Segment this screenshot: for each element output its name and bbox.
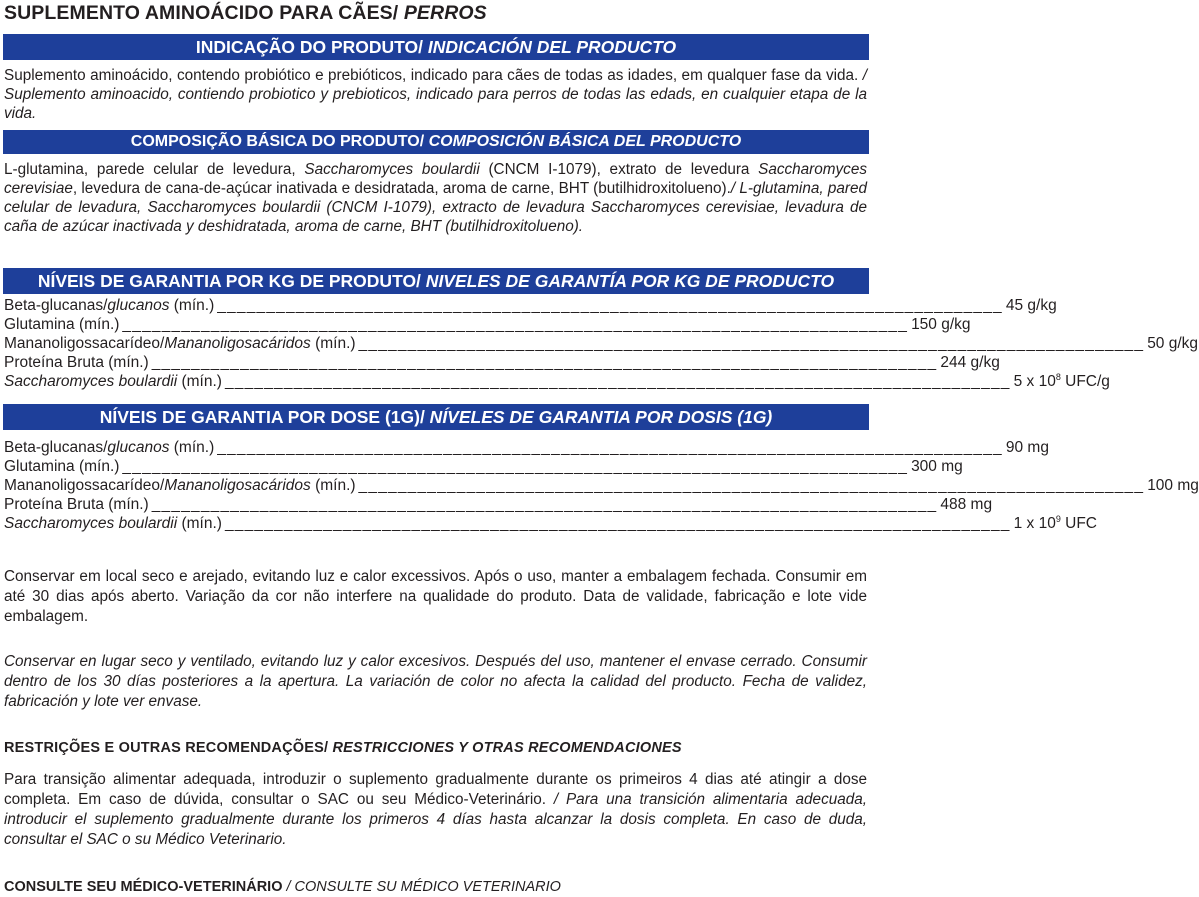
composition-header: COMPOSIÇÃO BÁSICA DO PRODUTO/ COMPOSICIÓN BÁSICA DEL PRODUCTO — [3, 130, 869, 154]
levels-kg-row: Proteína Bruta (mín.) ________________________________________________________________________________ 244 g/kg — [4, 354, 1000, 371]
leader-dashes: ________________________________________________________________________________ — [151, 354, 938, 371]
consult-vet-note: CONSULTE SEU MÉDICO-VETERINÁRIO / CONSULTE SU MÉDICO VETERINARIO — [4, 879, 561, 895]
level-value: 1 x $10^9$ UFC — [1013, 514, 1098, 532]
storage-text-es: Conservar en lugar seco y ventilado, evitando luz y calor excesivos. Después del uso, mantener el envase cerrado. Consumir dentro de los 30 días posteriores a la apertura. La variación de color no afecta la calidad del producto. Fecha de validez, fabricación y lote ver envase. — [4, 653, 867, 710]
leader-dashes: ________________________________________________________________________________ — [224, 515, 1011, 532]
levels-kg-row: Beta-glucanas/glucanos (mín.) ________________________________________________________________________________ 45 g/kg — [4, 297, 1057, 314]
levels-kg-header: NÍVEIS DE GARANTIA POR KG DE PRODUTO/ NIVELES DE GARANTÍA POR KG DE PRODUCTO — [3, 268, 869, 294]
leader-dashes: ________________________________________________________________________________ — [151, 496, 938, 513]
leader-dashes: ________________________________________________________________________________ — [122, 316, 909, 333]
levels-kg-row: Saccharomyces boulardii (mín.) ________________________________________________________________________________ 5 x $10^8$ UFC/g — [4, 372, 1110, 390]
composition-text: L-glutamina, parede celular de levedura, Saccharomyces boulardii (CNCM I-1079), extrato de levedura Saccharomyces cerevisiae, levedura de cana-de-açúcar inativada e desidratada, aroma de carne, BHT (butilhidroxitolueno)./ L-glutamina, pared celular de levadura, Saccharomyces boulardii (CNCM I-1079), extracto de levadura Saccharomyces cerevisiae, levadura de caña de azúcar inactivada y deshidratada, aroma de carne, BHT (butilhidroxitolueno). — [4, 161, 867, 235]
level-value: 5 x $10^8$ UFC/g — [1013, 372, 1110, 390]
leader-dashes: ________________________________________________________________________________ — [358, 335, 1145, 352]
level-value: 488 mg — [940, 496, 993, 513]
levels-dose-row: Saccharomyces boulardii (mín.) ________________________________________________________________________________ 1 x $10^9$ UFC — [4, 514, 1098, 532]
level-value: 244 g/kg — [940, 354, 1000, 371]
level-value: 90 mg — [1005, 439, 1049, 456]
indication-header: INDICAÇÃO DO PRODUTO/ INDICACIÓN DEL PRODUCTO — [3, 34, 869, 60]
leader-dashes: ________________________________________________________________________________ — [217, 439, 1003, 456]
levels-kg-row: Mananoligossacarídeo/Mananoligosacáridos (mín.) ________________________________________________________________________________ 50 g/kg — [4, 335, 1199, 352]
indication-text: Suplemento aminoácido, contendo probiótico e prebióticos, indicado para cães de todas as idades, em qualquer fase da vida. / Suplemento aminoacido, contiendo probiotico y prebioticos, indicado para perros de todas las edads, en cualquier etapa de la vida. — [4, 67, 867, 122]
leader-dashes: ________________________________________________________________________________ — [358, 477, 1145, 494]
leader-dashes: ________________________________________________________________________________ — [122, 458, 909, 475]
levels-kg-row: Glutamina (mín.) ________________________________________________________________________________ 150 g/kg — [4, 316, 971, 333]
level-value: 300 mg — [911, 458, 963, 475]
storage-text-pt: Conservar em local seco e arejado, evitando luz e calor excessivos. Após o uso, manter a embalagem fechada. Consumir em até 30 dias após aberto. Variação da cor não interfere na qualidade do produto. Data de validade, fabricação e lote vide embalagem. — [4, 568, 867, 625]
leader-dashes: ________________________________________________________________________________ — [217, 297, 1003, 314]
levels-dose-row: Glutamina (mín.) ________________________________________________________________________________ 300 mg — [4, 458, 963, 475]
restrictions-text: Para transição alimentar adequada, introduzir o suplemento gradualmente durante os primeiros 4 dias até atingir a dose completa. Em caso de dúvida, consultar o SAC ou seu Médico-Veterinário. / Para una transición alimentaria adecuada, introducir el suplemento gradualmente durante los primeros 4 días hasta alcanzar la dosis completa. En caso de duda, consultar el SAC o su Médico Veterinario. — [4, 771, 867, 848]
levels-dose-header: NÍVEIS DE GARANTIA POR DOSE (1G)/ NÍVELES DE GARANTIA POR DOSIS (1G) — [3, 404, 869, 430]
level-value: 50 g/kg — [1147, 335, 1199, 352]
level-value: 150 g/kg — [911, 316, 971, 333]
levels-dose-row: Mananoligossacarídeo/Mananoligosacáridos (mín.) ________________________________________________________________________________ 100 mg — [4, 477, 1199, 494]
level-value: 45 g/kg — [1005, 297, 1057, 314]
restrictions-heading: RESTRIÇÕES E OUTRAS RECOMENDAÇÕES/ RESTRICCIONES Y OTRAS RECOMENDACIONES — [4, 740, 682, 756]
levels-dose-row: Proteína Bruta (mín.) ________________________________________________________________________________ 488 mg — [4, 496, 993, 513]
level-value: 100 mg — [1147, 477, 1199, 494]
leader-dashes: ________________________________________________________________________________ — [224, 373, 1011, 390]
page-title: SUPLEMENTO AMINOÁCIDO PARA CÃES/ PERROS — [4, 2, 487, 24]
levels-dose-row: Beta-glucanas/glucanos (mín.) ________________________________________________________________________________ 90 mg — [4, 439, 1049, 456]
